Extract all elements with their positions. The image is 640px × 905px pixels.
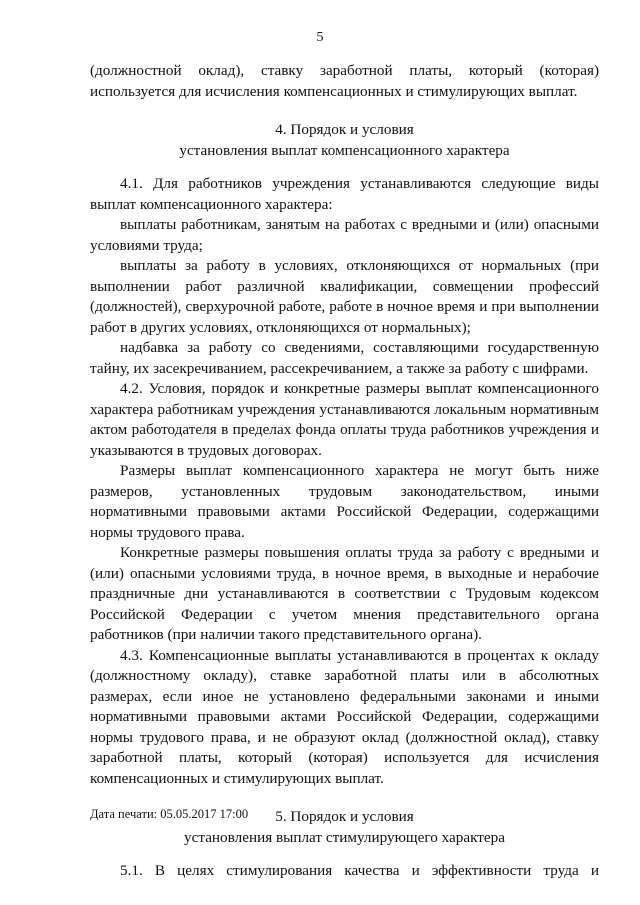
paragraph-4-2: 4.2. Условия, порядок и конкретные размеры выплат компенсационного характера работникам учреждения устанавливаются локальным нормативным актом работодателя в пределах фонда оплаты труда работников учреждения и указываются в трудовых договорах.: [90, 380, 599, 459]
section-4-title-line1: 4. Порядок и условия: [275, 121, 414, 138]
paragraph-specific-sizes: Конкретные размеры повышения оплаты труда за работу с вредными и (или) опасными условиями труда, в ночное время, в выходные и нерабочие праздничные дни устанавливаются в соответствии с Трудовым кодексом Российской Федерации с учетом мнения представительного органа работников (при наличии такого представительного органа).: [90, 544, 599, 643]
page-number: 5: [316, 30, 324, 45]
paragraph-item-harmful-conditions: выплаты работникам, занятым на работах с вредными и (или) опасными условиями труда;: [90, 216, 599, 254]
paragraph-continuation: (должностной оклад), ставку заработной платы, который (которая) используется для исчисления компенсационных и стимулирующих выплат.: [90, 62, 599, 100]
paragraph-minimum-sizes: Размеры выплат компенсационного характера не могут быть ниже размеров, установленных трудовым законодательством, иными нормативными правовыми актами Российской Федерации, содержащими нормы трудового права.: [90, 462, 599, 541]
section-4: [90, 120, 599, 789]
paragraph-item-deviating-conditions: выплаты за работу в условиях, отклоняющихся от нормальных (при выполнении работ различной квалификации, совмещении профессий (должностей), сверхурочной работе, работе в ночное время и при выполнении работ в других условиях, отклоняющихся от нормальных);: [90, 257, 599, 336]
paragraph-4-1: 4.1. Для работников учреждения устанавливаются следующие виды выплат компенсационного характера:: [90, 175, 599, 213]
paragraph-5-1: 5.1. В целях стимулирования качества и эффективности труда и: [120, 862, 599, 879]
document-body: [90, 61, 599, 882]
section-5-title-line2: установления выплат стимулирующего характера: [184, 828, 505, 846]
paragraph-4-3: 4.3. Компенсационные выплаты устанавливаются в процентах к окладу (должностному окладу), ставке заработной платы или в абсолютных размерах, если иное не установлено федеральными законами и иными нормативными правовыми актами Российской Федерации, содержащими нормы трудового права, и не образуют оклад (должностной оклад), ставку заработной платы, который (которая) используется для исчисления компенсационных и стимулирующих выплат.: [90, 646, 599, 787]
print-date-footer: Дата печати: 05.05.2017 17:00: [90, 807, 249, 821]
section-4-title-line2: установления выплат компенсационного характера: [179, 141, 510, 159]
paragraph-item-state-secret: надбавка за работу со сведениями, составляющими государственную тайну, их засекречиванием, рассекречиванием, а также за работу с шифрами.: [90, 339, 599, 377]
section-5-title-line1: 5. Порядок и условия: [275, 808, 414, 825]
